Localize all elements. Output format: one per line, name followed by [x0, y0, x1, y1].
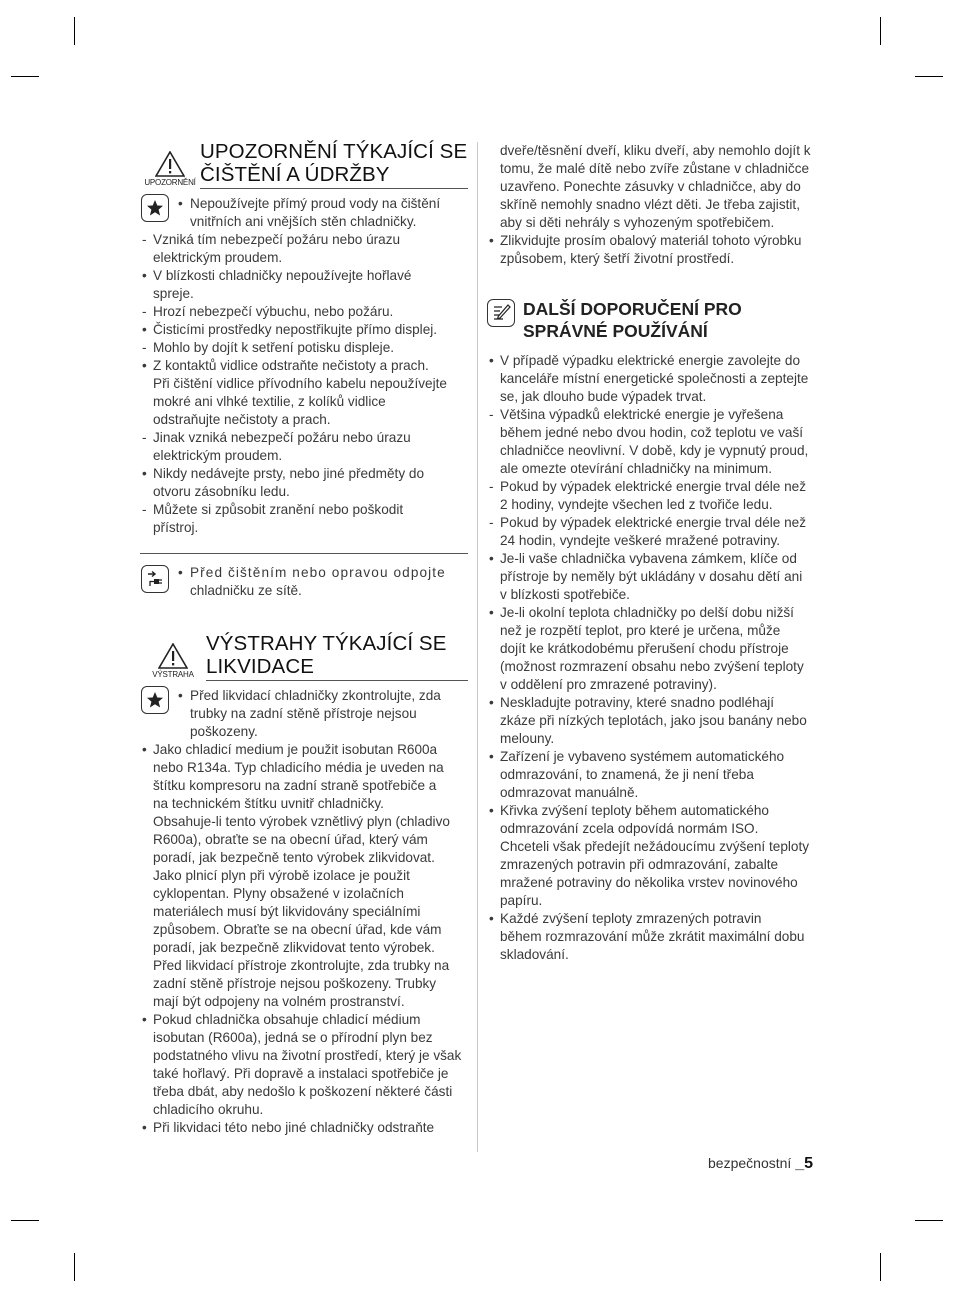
unplug-note: [140, 564, 468, 600]
list-item-continuation: během jedné nebo dvou hodin, což teplotu ve vaší: [500, 425, 804, 440]
list-item-continuation: také hořlavý. Při dopravě a instalaci spotřebiče je: [153, 1066, 449, 1081]
list-item-continuation: zkáze při nízkých teplotách, jako jsou banány nebo: [500, 713, 807, 728]
list-item-continuation: zmrazených potravin při odmrazování, zabalte: [500, 857, 779, 872]
warning-badge: [140, 643, 206, 680]
right-column: [487, 142, 812, 964]
list-item-continuation: způsobem, který šetří životní prostředí.: [500, 251, 735, 266]
tips-section-header: [487, 298, 812, 342]
cleaning-warnings-list: [140, 195, 468, 537]
list-item-continuation: přístroj.: [153, 520, 199, 535]
list-item-continuation: odmrazování, to znamená, že ji není třeba: [500, 767, 754, 782]
list-item-continuation: elektrickým proudem.: [153, 250, 283, 265]
list-item-continuation: elektrickým proudem.: [153, 448, 283, 463]
list-item: - Mohlo by dojít k setření potisku displeje.: [142, 340, 395, 355]
column-divider: [477, 142, 478, 1152]
list-item-continuation: (možnost rozmrazení obsahu nebo zvýšení teploty: [500, 659, 804, 674]
list-item-continuation: otvoru zásobníku ledu.: [153, 484, 290, 499]
list-item: - Pokud by výpadek elektrické energie trval déle než: [489, 479, 807, 494]
list-item: • Nepoužívejte přímý proud vody na čištění: [178, 196, 441, 211]
list-item-continuation: poradí, jak bezpečně tento výrobek zlikvidovat.: [153, 850, 435, 865]
list-item-continuation: mají být odpojeny na volném prostranství.: [153, 994, 405, 1009]
disposal-warnings-list: [140, 687, 468, 1137]
list-item-continuation: Při čištění vidlice přívodního kabelu nepoužívejte: [153, 376, 447, 391]
list-item-continuation: třeba dbát, aby nedošlo k poškození některé části: [153, 1084, 453, 1099]
list-item-continuation: papíru.: [500, 893, 543, 908]
list-item-continuation: podstatného vlivu na životní prostředí, který je však: [153, 1048, 462, 1063]
caution-badge-label: UPOZORNĚNÍ: [144, 178, 196, 187]
list-item-continuation: Obsahuje-li tento výrobek vznětlivý plyn (chladivo: [153, 814, 450, 829]
list-item: - Hrozí nebezpečí výbuchu, nebo požáru.: [142, 304, 394, 319]
list-item: • Je-li vaše chladnička vybavena zámkem, klíče od: [489, 551, 797, 566]
list-item-continuation: mražené potraviny do několika vrstev novinového: [500, 875, 798, 890]
list-item: • Je-li okolní teplota chladničky po delší dobu nižší: [489, 605, 794, 620]
list-item: • Při likvidaci této nebo jiné chladničky odstraňte: [142, 1120, 435, 1135]
list-item: - Můžete si způsobit zranění nebo poškodit: [142, 502, 404, 517]
list-item-continuation: chladničce neovlivní. V době, kdy je vypnutý proud,: [500, 443, 809, 458]
caution-badge: [140, 151, 200, 188]
list-item-continuation: zadní stěně přístroje nejsou poškozeny. Trubky: [153, 976, 437, 991]
list-item-continuation: se, jak dlouho bude výpadek trvat.: [500, 389, 707, 404]
list-item-continuation: na technickém štítku uvnitř chladničky.: [153, 796, 384, 811]
list-item-continuation: R600a), obraťte se na obecní úřad, který vám: [153, 832, 428, 847]
list-item-continuation: odmrazování zcela odpovídá normám ISO.: [500, 821, 759, 836]
list-item-continuation: přístroje by neměly být ukládány v dosahu dětí ani: [500, 569, 803, 584]
page-footer: [708, 1155, 813, 1173]
list-item-continuation: během rozmrazování může zkrátit maximální dobu: [500, 929, 805, 944]
disposal-continued-list: [487, 142, 812, 268]
list-item-continuation: kanceláře místní energetické společnosti a zeptejte: [500, 371, 809, 386]
list-item-continuation: 2 hodiny, vyndejte všechen led z tvořiče ledu.: [500, 497, 773, 512]
list-item-continuation: v blízkosti spotřebiče.: [500, 587, 630, 602]
list-item: • Každé zvýšení teploty zmrazených potravin: [489, 911, 762, 926]
list-item-continuation: skladování.: [500, 947, 569, 962]
list-item-continuation: skříně nemohly snadno vlézt děti. Je třeba zajistit,: [500, 197, 800, 212]
list-item: • Jako chladicí medium je použit isobutan R600a: [142, 742, 438, 757]
list-item: • Neskladujte potraviny, které snadno podléhají: [489, 695, 775, 710]
list-item: • Před čištěním nebo opravou odpojte: [178, 565, 446, 580]
list-item: • Zlikvidujte prosím obalový materiál tohoto výrobku: [489, 233, 802, 248]
warning-triangle-icon: [158, 643, 188, 669]
list-item-continuation: štítku kompresoru na zadní straně spotřebiče a: [153, 778, 437, 793]
warning-badge-label: VÝSTRAHA: [152, 670, 194, 679]
tips-section-title: DALŠÍ DOPORUČENÍ PRO SPRÁVNÉ POUŽÍVÁNÍ: [523, 299, 742, 341]
crop-mark: [74, 1253, 75, 1281]
list-item-continuation: ale omezte otevírání chladničky na minimum.: [500, 461, 772, 476]
left-column: [140, 140, 468, 1137]
crop-mark: [74, 17, 75, 45]
disposal-section-title: VÝSTRAHY TÝKAJÍCÍ SE LIKVIDACE: [206, 632, 447, 678]
list-item-continuation: chladničku ze sítě.: [190, 583, 302, 598]
list-item-continuation: uzavřeno. Ponechte zásuvky v chladničce, aby do: [500, 179, 801, 194]
list-item-continuation: mokré ani vlhké textilie, z kolíků vidlice: [153, 394, 386, 409]
list-item-continuation: trubky na zadní stěně přístroje nejsou: [190, 706, 417, 721]
list-item-continuation: chladicího okruhu.: [153, 1102, 264, 1117]
list-item-continuation: způsobem. Obraťte se na obecní úřad, kde vám: [153, 922, 442, 937]
crop-mark: [11, 1220, 39, 1221]
cleaning-section-header: [140, 140, 468, 188]
list-item-continuation: Chceteli však předejít nežádoucímu zvýšení teploty: [500, 839, 810, 854]
list-item-continuation: než je rozpětí teplot, pro které je určena, může: [500, 623, 781, 638]
disposal-section-header: [140, 632, 468, 680]
list-item-continuation: materiálech musí být likvidovány speciálními: [153, 904, 421, 919]
list-item-continuation: spreje.: [153, 286, 194, 301]
list-item: • Nikdy nedávejte prsty, nebo jiné předměty do: [142, 466, 425, 481]
list-item: • Před likvidací chladničky zkontrolujte, zda: [178, 688, 441, 703]
tips-list: [487, 352, 812, 964]
list-item-continuation: dojít ke krátkodobému přerušení chodu přístroje: [500, 641, 789, 656]
list-item-continuation: isobutan (R600a), jedná se o přírodní plyn bez: [153, 1030, 433, 1045]
section-rule: [200, 188, 468, 189]
list-item: • V blízkosti chladničky nepoužívejte hořlavé: [142, 268, 412, 283]
page-number: _5: [795, 1155, 813, 1172]
footer-label: bezpečnostní: [708, 1155, 792, 1171]
list-item-continuation: vnitřních ani vnějších stěn chladničky.: [190, 214, 417, 229]
list-item: • Zařízení je vybaveno systémem automatického: [489, 749, 785, 764]
list-item-continuation: odstraňujte nečistoty a prach.: [153, 412, 331, 427]
crop-mark: [915, 1220, 943, 1221]
list-item-continuation: 24 hodin, vyndejte veškeré mražené potraviny.: [500, 533, 781, 548]
list-item: • Pokud chladnička obsahuje chladicí médium: [142, 1012, 421, 1027]
section-rule: [206, 680, 468, 681]
list-item-continuation: tomu, že malé dítě nebo zvíře zůstane v chladničce: [500, 161, 810, 176]
list-item-continuation: dveře/těsnění dveří, kliku dveří, aby nemohlo dojít k: [500, 143, 811, 158]
list-item-continuation: poškozeny.: [190, 724, 258, 739]
list-item-continuation: odmrazovat manuálně.: [500, 785, 639, 800]
list-item-continuation: poradí, jak bezpečně zlikvidovat tento výrobek.: [153, 940, 435, 955]
list-item: - Většina výpadků elektrické energie je vyřešena: [489, 407, 784, 422]
list-item: • Čisticími prostředky nepostřikujte přímo displej.: [142, 322, 438, 337]
list-item-continuation: Jako plnicí plyn při výrobě izolace je použit: [153, 868, 410, 883]
list-item-continuation: Před likvidací přístroje zkontrolujte, zda trubky na: [153, 958, 450, 973]
block-rule: [140, 553, 468, 554]
list-item-continuation: aby si děti nehrály s vyhozeným spotřebičem.: [500, 215, 775, 230]
list-item-continuation: cyklopentan. Plyny obsažené v izolačních: [153, 886, 404, 901]
list-item: • Křivka zvýšení teploty během automatického: [489, 803, 769, 818]
crop-mark: [880, 1253, 881, 1281]
crop-mark: [880, 17, 881, 45]
list-item: • V případě výpadku elektrické energie zavolejte do: [489, 353, 800, 368]
list-item: - Vzniká tím nebezpečí požáru nebo úrazu: [142, 232, 401, 247]
list-item-continuation: melouny.: [500, 731, 555, 746]
list-item: • Z kontaktů vidlice odstraňte nečistoty a prach.: [142, 358, 429, 373]
warning-triangle-icon: [155, 151, 185, 177]
list-item: - Jinak vzniká nebezpečí požáru nebo úrazu: [142, 430, 411, 445]
note-pencil-icon: [487, 299, 515, 327]
crop-mark: [11, 76, 39, 77]
cleaning-section-title: UPOZORNĚNÍ TÝKAJÍCÍ SE ČIŠTĚNÍ A ÚDRŽBY: [200, 140, 468, 186]
list-item-continuation: nebo R134a. Typ chladicího média je uveden na: [153, 760, 444, 775]
crop-mark: [915, 76, 943, 77]
list-item-continuation: v oddělení pro zmrazené potraviny).: [500, 677, 717, 692]
list-item: - Pokud by výpadek elektrické energie trval déle než: [489, 515, 807, 530]
